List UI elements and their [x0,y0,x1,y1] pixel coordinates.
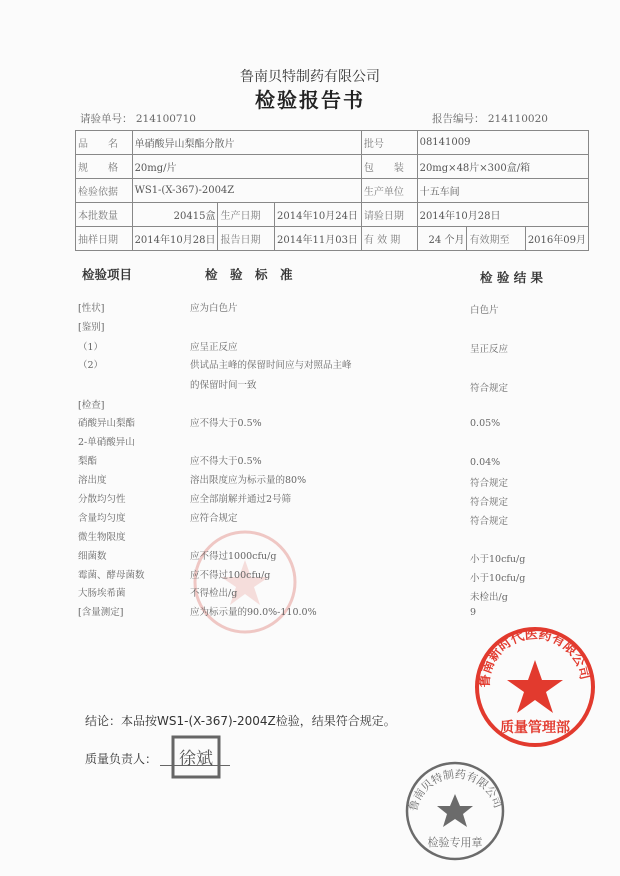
qty-value: 20415盒 [132,203,218,227]
package-value: 20mg×48片×300盒/箱 [417,155,588,179]
product-info-table [75,130,589,251]
package-label: 包 装 [361,155,417,179]
gray-stamp-text: 鲁南贝特制药有限公司 [406,767,505,813]
report-no-value: 214110020 [487,113,548,125]
report-date-value: 2014年11月03日 [275,227,362,251]
sample-date-value: 2014年10月28日 [132,227,218,251]
red-stamp-text: 鲁南新时代医药有限公司 [477,627,592,688]
inspection-stamp [400,756,510,866]
row-result: 9 [470,607,477,618]
spec-label: 规 格 [76,155,133,179]
row-item: [检查] [78,400,105,411]
row-standard: 不得检出/g [190,588,238,599]
column-header-result: 检 验 结 果 [480,270,544,285]
req-date-value: 2014年10月28日 [417,203,588,227]
row-result: 符合规定 [470,383,509,394]
row-standard: 应不得过1000cfu/g [190,551,277,562]
row-standard: 应为白色片 [190,303,238,314]
validity-value: 24 个月 [417,227,467,251]
request-no-value: 214100710 [135,113,196,125]
unit-value: 十五车间 [417,179,588,203]
table-row [76,131,589,155]
req-date-label: 请验日期 [361,203,417,227]
row-item: 霉菌、酵母菌数 [78,570,145,581]
report-date-label: 报告日期 [218,227,275,251]
batch-label: 批号 [361,131,417,155]
report-title: 检验报告书 [255,88,365,112]
row-item: 梨酯 [78,456,98,467]
row-standard: 应不得大于0.5% [190,418,262,429]
red-stamp-dept: 质量管理部 [500,720,570,736]
gray-stamp-dept: 检验专用章 [427,836,483,849]
row-result: 呈正反应 [470,344,509,355]
row-item: [含量测定] [78,607,124,618]
expiry-label: 有效期至 [467,227,525,251]
row-item: 硝酸异山梨酯 [78,418,136,429]
row-standard: 溶出限度应为标示量的80% [190,475,307,486]
qty-label: 本批数量 [76,203,133,227]
qa-signature: 徐斌 [179,749,213,769]
qa-label: 质量负责人： [85,752,158,766]
quality-dept-stamp [470,622,600,752]
row-item: 微生物限度 [78,532,126,543]
row-result: 符合规定 [470,516,509,527]
row-standard: 应为标示量的90.0%-110.0% [190,607,317,618]
batch-value: 08141009 [417,131,588,155]
row-item: 含量均匀度 [78,513,126,524]
sample-date-label: 抽样日期 [76,227,133,251]
row-result: 符合规定 [470,497,509,508]
row-item: [性状] [78,303,105,314]
column-header-item: 检验项目 [82,267,133,282]
prod-date-value: 2014年10月24日 [275,203,362,227]
row-result: 白色片 [470,305,499,316]
request-no [80,111,196,126]
row-item: [鉴别] [78,322,105,333]
row-item: （2） [78,360,104,371]
row-standard: 应呈正反应 [190,342,238,353]
report-no [432,111,548,126]
column-header-standard: 检 验 标 准 [205,267,293,282]
table-row [76,227,589,251]
request-no-label: 请验单号： [80,113,133,125]
report-no-label: 报告编号： [432,113,485,125]
row-item: 分散均匀性 [78,494,126,505]
row-standard: 的保留时间一致 [190,380,257,391]
row-standard: 应全部崩解并通过2号筛 [190,494,292,505]
signature-seal [170,734,222,780]
row-result: 0.05% [470,418,501,429]
row-result: 小于10cfu/g [470,554,526,565]
conclusion: 结论：本品按WS1-(X-367)-2004Z检验，结果符合规定。 [85,714,396,728]
row-result: 小于10cfu/g [470,573,526,584]
row-result: 未检出/g [470,592,508,603]
table-row [76,203,589,227]
table-row [76,155,589,179]
basis-value: WS1-(X-367)-2004Z [132,179,361,203]
product-label: 品 名 [76,131,133,155]
row-standard: 应不得过100cfu/g [190,570,271,581]
row-item: 2-单硝酸异山 [78,437,135,448]
row-standard: 应符合规定 [190,513,238,524]
row-item: 细菌数 [78,551,107,562]
row-item: 溶出度 [78,475,107,486]
row-item: （1） [78,342,104,353]
prod-date-label: 生产日期 [218,203,275,227]
expiry-value: 2016年09月 [525,227,588,251]
spec-value: 20mg/片 [132,155,361,179]
row-item: 大肠埃希菌 [78,588,126,599]
validity-label: 有 效 期 [361,227,417,251]
faded-stamp [190,525,300,640]
row-standard: 应不得大于0.5% [190,456,262,467]
unit-label: 生产单位 [361,179,417,203]
basis-label: 检验依据 [76,179,133,203]
row-result: 0.04% [470,457,501,468]
company-name: 鲁南贝特制药有限公司 [240,69,380,85]
row-standard: 供试品主峰的保留时间应与对照品主峰 [190,360,352,371]
row-result: 符合规定 [470,478,509,489]
table-row [76,179,589,203]
product-value: 单硝酸异山梨酯分散片 [132,131,361,155]
